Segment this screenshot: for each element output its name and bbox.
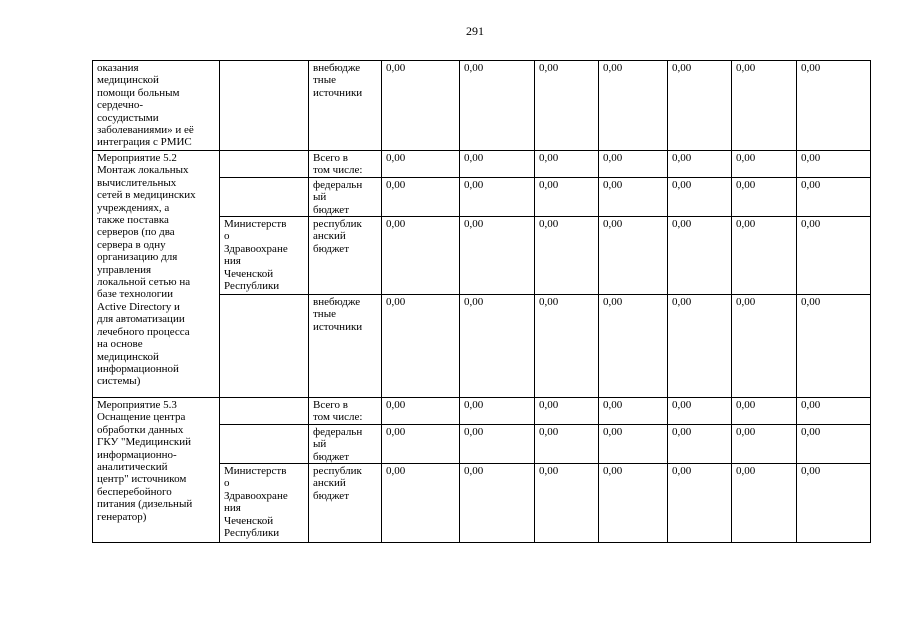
value-cell: 0,00: [732, 151, 797, 178]
value-cell: 0,00: [732, 398, 797, 425]
value-cell: 0,00: [460, 398, 535, 425]
value-cell: 0,00: [668, 424, 732, 463]
value-cell: 0,00: [732, 295, 797, 398]
value-cell: 0,00: [732, 464, 797, 543]
measure-name-cell: Мероприятие 5.3 Оснащение центра обработки данных ГКУ "Медицинский информационно- аналитический центр" источником бесперебойного питания (дизельный генератор): [93, 398, 220, 543]
value-cell: 0,00: [732, 217, 797, 295]
value-cell: 0,00: [382, 398, 460, 425]
value-cell: 0,00: [797, 464, 871, 543]
value-cell: 0,00: [668, 177, 732, 216]
value-cell: 0,00: [382, 424, 460, 463]
value-cell: 0,00: [797, 217, 871, 295]
value-cell: 0,00: [460, 424, 535, 463]
funding-source-cell: республик анский бюджет: [309, 217, 382, 295]
value-cell: 0,00: [460, 151, 535, 178]
executor-cell: [220, 61, 309, 151]
executor-cell: Министерств о Здравоохране ния Чеченской Республики: [220, 217, 309, 295]
value-cell: 0,00: [668, 295, 732, 398]
value-cell: 0,00: [535, 61, 599, 151]
table-row: [93, 398, 871, 425]
executor-cell: [220, 398, 309, 425]
funding-source-cell: Всего в том числе:: [309, 151, 382, 178]
value-cell: 0,00: [599, 151, 668, 178]
value-cell: 0,00: [535, 464, 599, 543]
value-cell: 0,00: [732, 177, 797, 216]
value-cell: 0,00: [599, 177, 668, 216]
value-cell: 0,00: [382, 295, 460, 398]
funding-source-cell: Всего в том числе:: [309, 398, 382, 425]
executor-cell: [220, 151, 309, 178]
value-cell: 0,00: [599, 61, 668, 151]
budget-table: [92, 60, 871, 543]
value-cell: 0,00: [668, 398, 732, 425]
value-cell: 0,00: [599, 295, 668, 398]
value-cell: 0,00: [535, 424, 599, 463]
value-cell: 0,00: [535, 151, 599, 178]
value-cell: 0,00: [460, 177, 535, 216]
value-cell: 0,00: [535, 177, 599, 216]
value-cell: 0,00: [535, 217, 599, 295]
executor-cell: [220, 295, 309, 398]
value-cell: 0,00: [797, 295, 871, 398]
value-cell: 0,00: [668, 61, 732, 151]
value-cell: 0,00: [797, 177, 871, 216]
funding-source-cell: внебюдже тные источники: [309, 61, 382, 151]
measure-name-cell: Мероприятие 5.2 Монтаж локальных вычислительных сетей в медицинских учреждениях, а также поставка серверов (по два сервера в одну организацию для управления локальной сетью на базе технологии Active Directory и для автоматизации лечебного процесса на основе медицинской информационной системы): [93, 151, 220, 398]
value-cell: 0,00: [382, 151, 460, 178]
page-number: 291: [466, 24, 484, 38]
value-cell: 0,00: [535, 398, 599, 425]
value-cell: 0,00: [382, 61, 460, 151]
value-cell: 0,00: [460, 217, 535, 295]
value-cell: 0,00: [668, 151, 732, 178]
executor-cell: Министерств о Здравоохране ния Чеченской Республики: [220, 464, 309, 543]
table-row: [93, 151, 871, 178]
value-cell: 0,00: [460, 61, 535, 151]
value-cell: 0,00: [460, 464, 535, 543]
value-cell: 0,00: [382, 177, 460, 216]
measure-name-cell: оказания медицинской помощи больным сердечно- сосудистыми заболеваниями» и её интеграция с РМИС: [93, 61, 220, 151]
value-cell: 0,00: [797, 151, 871, 178]
funding-source-cell: республик анский бюджет: [309, 464, 382, 543]
value-cell: 0,00: [668, 464, 732, 543]
funding-source-cell: федеральн ый бюджет: [309, 424, 382, 463]
value-cell: 0,00: [732, 61, 797, 151]
value-cell: 0,00: [599, 424, 668, 463]
value-cell: 0,00: [797, 61, 871, 151]
value-cell: 0,00: [460, 295, 535, 398]
funding-source-cell: федеральн ый бюджет: [309, 177, 382, 216]
table-row: [93, 61, 871, 151]
value-cell: 0,00: [668, 217, 732, 295]
value-cell: 0,00: [599, 464, 668, 543]
value-cell: 0,00: [797, 424, 871, 463]
funding-source-cell: внебюдже тные источники: [309, 295, 382, 398]
value-cell: 0,00: [732, 424, 797, 463]
executor-cell: [220, 424, 309, 463]
value-cell: 0,00: [599, 398, 668, 425]
value-cell: 0,00: [797, 398, 871, 425]
executor-cell: [220, 177, 309, 216]
value-cell: 0,00: [599, 217, 668, 295]
value-cell: 0,00: [535, 295, 599, 398]
value-cell: 0,00: [382, 217, 460, 295]
value-cell: 0,00: [382, 464, 460, 543]
